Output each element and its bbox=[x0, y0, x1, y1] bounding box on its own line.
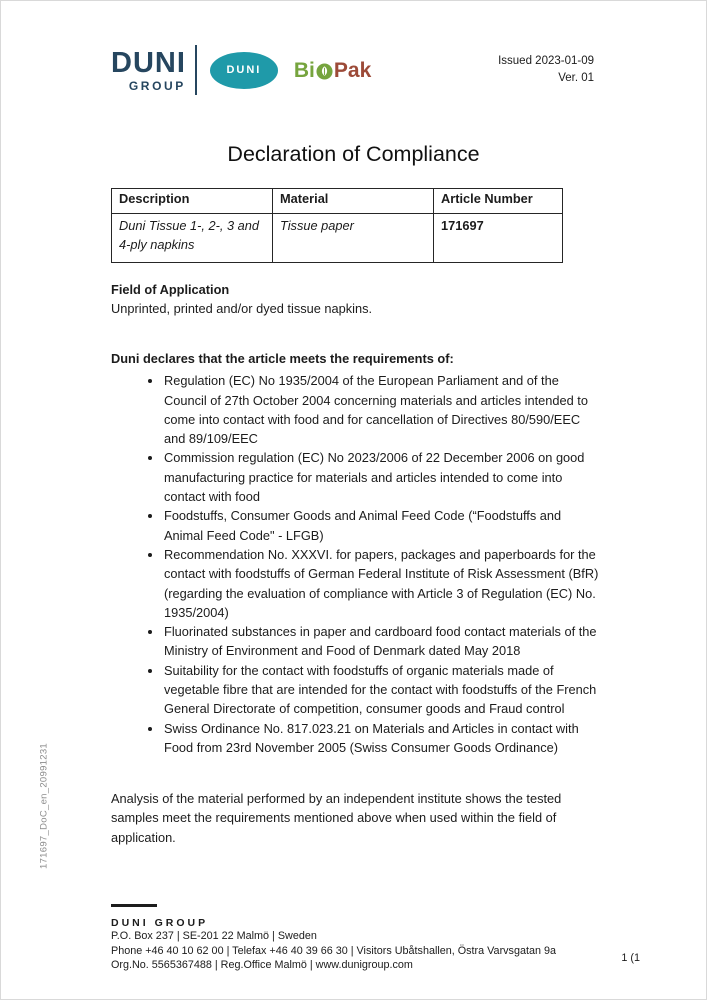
biopak-logo-pak: Pak bbox=[333, 58, 372, 82]
requirement-item: • Fluorinated substances in paper and cardboard food contact materials of the Ministry of Environment and Food of Denmark dated May 2018 bbox=[163, 622, 600, 661]
biopak-leaf-icon bbox=[316, 63, 333, 80]
header-description: Description bbox=[112, 189, 273, 214]
footer-divider bbox=[111, 904, 157, 907]
declaration-section bbox=[111, 349, 600, 757]
field-of-application-text: Unprinted, printed and/or dyed tissue napkins. bbox=[111, 301, 373, 317]
cell-description: Duni Tissue 1-, 2-, 3 and 4-ply napkins bbox=[112, 214, 273, 263]
requirement-item: • Foodstuffs, Consumer Goods and Animal Feed Code (“Foodstuffs and Animal Feed Code" - LFGB) bbox=[163, 506, 600, 545]
biopak-logo bbox=[294, 60, 371, 81]
duni-oval-logo: DUNI bbox=[210, 52, 278, 89]
logo-divider bbox=[195, 45, 197, 95]
header bbox=[111, 45, 594, 95]
requirement-item: • Commission regulation (EC) No 2023/2006 of 22 December 2006 on good manufacturing practice for materials and articles intended to come into contact with food bbox=[163, 448, 600, 506]
duni-group-logo-subtext: GROUP bbox=[128, 78, 186, 93]
field-of-application-heading: Field of Application bbox=[111, 282, 230, 297]
footer-org: Org.No. 5565367488 | Reg.Office Malmö | www.dunigroup.com bbox=[111, 959, 413, 971]
footer-company: DUNI GROUP bbox=[111, 917, 209, 929]
cell-article-number: 171697 bbox=[434, 214, 563, 263]
requirement-item: • Recommendation No. XXXVI. for papers, packages and paperboards for the contact with foodstuffs of German Federal Institute of Risk Assessment (BfR) (regarding the evaluation of compliance with Article 3 of Regulation (EC) No. 1935/2004) bbox=[163, 545, 600, 622]
table-header-row bbox=[112, 189, 563, 214]
header-material: Material bbox=[273, 189, 434, 214]
field-of-application-section bbox=[111, 280, 600, 319]
declaration-heading: Duni declares that the article meets the requirements of: bbox=[111, 351, 454, 366]
page-title: Declaration of Compliance bbox=[227, 142, 480, 166]
duni-group-logo bbox=[111, 46, 186, 93]
header-article-number: Article Number bbox=[434, 189, 563, 214]
footer-contact: Phone +46 40 10 62 00 | Telefax +46 40 39 66 30 | Visitors Ubåtshallen, Östra Varvsgatan 9a bbox=[111, 944, 556, 957]
article-table bbox=[111, 188, 563, 263]
issued-date: Issued 2023-01-09 bbox=[498, 54, 594, 67]
requirement-item: • Regulation (EC) No 1935/2004 of the European Parliament and of the Council of 27th October 2004 concerning materials and articles intended to come into contact with food and for cancellation of Directives 80/590/EEC and 89/109/EEC bbox=[163, 371, 600, 448]
requirements-list bbox=[111, 371, 600, 757]
page-number: 1 (1 bbox=[621, 952, 640, 964]
requirement-item: • Suitability for the contact with foodstuffs of organic materials made of vegetable fibre that are intended for the contact with foodstuffs of the French General Directorate of competition, consumer goods and Fraud control bbox=[163, 661, 600, 719]
analysis-paragraph: Analysis of the material performed by an independent institute shows the tested samples meet the requirements mentioned above when used within the field of application. bbox=[111, 791, 562, 845]
table-row bbox=[112, 214, 563, 263]
footer-address: P.O. Box 237 | SE-201 22 Malmö | Sweden bbox=[111, 930, 317, 942]
footer bbox=[111, 904, 631, 973]
biopak-logo-bi: Bi bbox=[293, 58, 315, 82]
requirement-item: • Swiss Ordinance No. 817.023.21 on Materials and Articles in contact with Food from 23rd November 2005 (Swiss Consumer Goods Ordinance) bbox=[163, 719, 600, 758]
cell-material: Tissue paper bbox=[273, 214, 434, 263]
duni-group-logo-text: DUNI bbox=[111, 46, 186, 79]
version: Ver. 01 bbox=[558, 72, 594, 84]
issued-info bbox=[498, 53, 594, 88]
document-id-vertical-text: 171697_DoC_en_20991231 bbox=[38, 743, 50, 869]
